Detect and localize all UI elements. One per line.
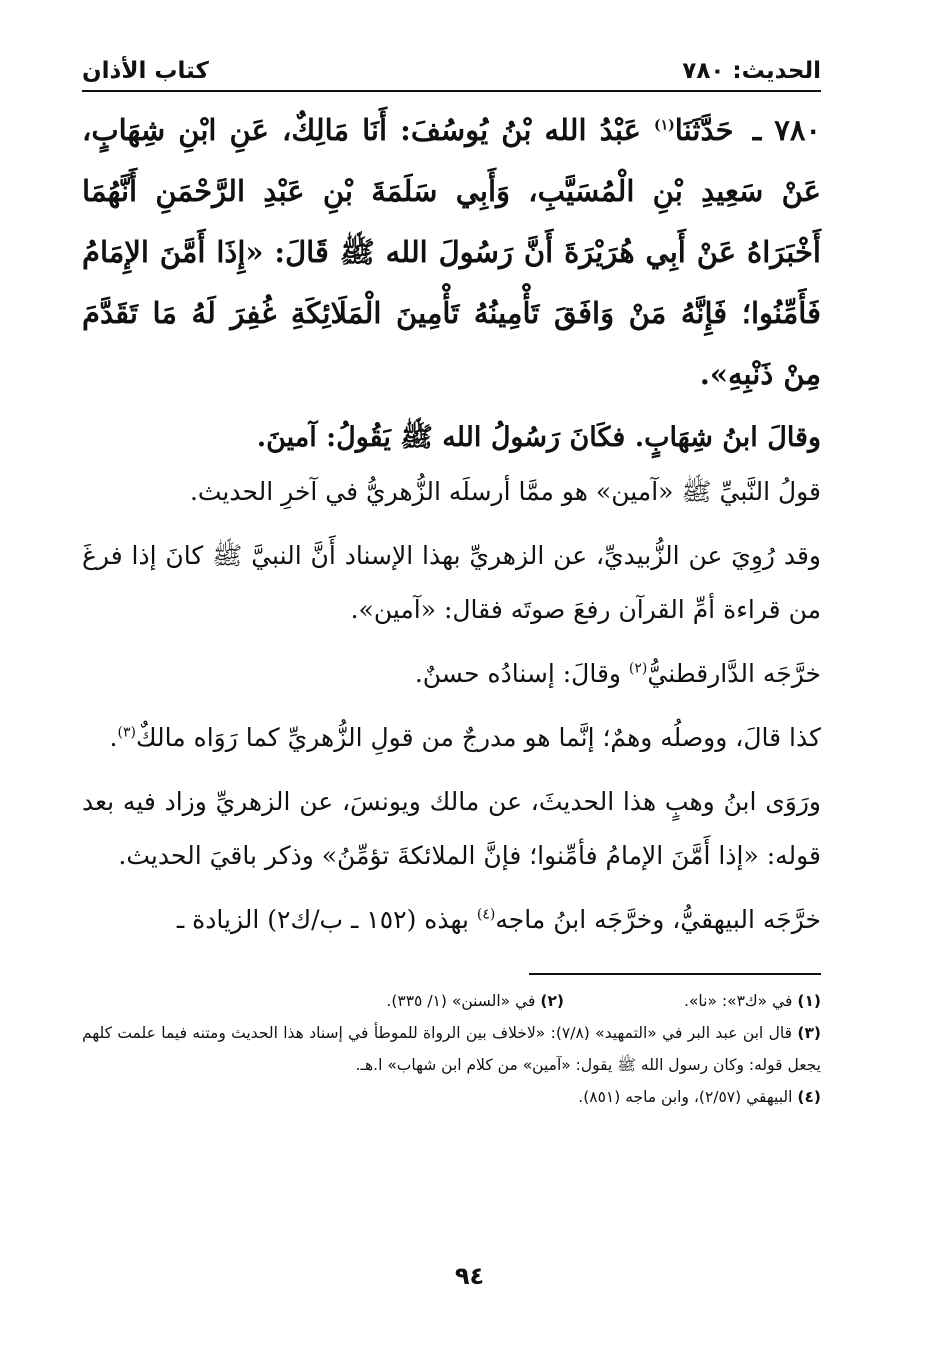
footnote-ref-3[interactable]: (٣) [117,724,136,741]
commentary-paragraph-5: ورَوَى ابنُ وهبٍ هذا الحديثَ، عن مالك ويونسَ، عن الزهريِّ وزاد فيه بعد قوله: «إذا أَمَّنَ الإمامُ فأمِّنوا؛ فإنَّ الملائكةَ تؤمِّنُ» وذكر باقيَ الحديث. [82,787,821,870]
commentary-paragraph-4 [82,711,821,765]
footnote-4-label: (٤) [797,1088,821,1106]
hadith-body: عَبْدُ الله بْنُ يُوسُفَ: أَنَا مَالِكٌ، عَنِ ابْنِ شِهَابٍ، عَنْ سَعِيدِ بْنِ الْمُسَيَّبِ، وَأَبِي سَلَمَةَ بْنِ عَبْدِ الرَّحْمَنِ أَنَّهُمَا أَخْبَرَاهُ عَنْ أَبِي هُرَيْرَةَ أَنَّ رَسُولَ الله ﷺ قَالَ: «إِذَا أَمَّنَ الإِمَامُ فَأَمِّنُوا؛ فَإِنَّهُ مَنْ وَافَقَ تَأْمِينُهُ تَأْمِينَ الْمَلَائِكَةِ غُفِرَ لَهُ مَا تَقَدَّمَ مِنْ ذَنْبِهِ». [82,113,821,391]
commentary-paragraph-6 [82,893,821,947]
footnote-3-text: قال ابن عبد البر في «التمهيد» (٧/٨): «لاخلاف بين الرواة للموطأ في إسناد هذا الحديث ومتنه فيما علمت كلهم يجعل قوله: وكان رسول الله ﷺ يقول: «آمين» من كلام ابن شهاب» ا.هـ. [82,1024,821,1074]
footnote-1-text: في «ك٣»: «نا». [684,992,798,1010]
page-number: ٩٤ [454,1262,485,1290]
footnote-3-label: (٣) [797,1024,821,1042]
footnote-divider [529,973,821,975]
hadith-number-header: الحديث: ٧٨٠ [682,58,821,84]
commentary-6-text: خرَّجَه البيهقيُّ، وخرَّجَه ابنُ ماجه [495,905,821,934]
footnote-3 [82,1017,821,1081]
commentary-4-tail: . [109,723,118,752]
ibn-shihab-statement: وقالَ ابنُ شِهَابٍ. فكَانَ رَسُولُ الله ﷺ يَقُولُ: آمينَ. [256,422,821,453]
footnote-2 [386,985,564,1017]
commentary-3-tail: وقالَ: إسنادُه حسنٌ. [414,659,629,688]
running-header [82,58,821,92]
hadith-text [82,100,821,405]
footnote-4-text: البيهقي (٢/٥٧)، وابن ماجه (٨٥١). [578,1088,798,1106]
commentary-6-tail: بهذه (١٥٢ ـ ب/ك٢) الزيادة ـ [176,905,477,934]
hadith-number: ٧٨٠ ـ [752,113,821,147]
footnote-ref-4[interactable]: (٤) [476,906,496,923]
commentary-4-text: كذا قالَ، ووصلُه وهمٌ؛ إنَّما هو مدرجٌ من قولِ الزُّهريِّ كما رَوَاه مالكٌ [135,723,821,752]
footnote-1-label: (١) [797,992,821,1010]
commentary-paragraph-1: قولُ النَّبيِّ ﷺ «آمين» هو ممَّا أرسلَه الزُّهريُّ في آخرِ الحديث. [189,477,821,506]
hadith-opening: حَدَّثَنَا [674,113,734,147]
footnote-row-1-2 [82,985,821,1017]
commentary-paragraph-2: وقد رُوِيَ عن الزُّبيديِّ، عن الزهريِّ بهذا الإسناد أَنَّ النبيَّ ﷺ كانَ إذا فرغَ من قراءة أمِّ القرآن رفعَ صوتَه فقال: «آمين». [82,541,821,624]
footnotes [82,985,821,1113]
book-title-header: كتاب الأذان [82,58,209,84]
commentary-3-text: خرَّجَه الدَّارقطنيُّ [647,659,821,688]
footnote-2-text: في «السنن» (١/ ٣٣٥). [386,992,541,1010]
footnote-2-label: (٢) [540,992,564,1010]
footnote-4 [82,1081,821,1113]
footnote-ref-1[interactable]: (١) [654,117,675,134]
commentary-paragraph-3 [82,647,821,701]
footnote-ref-2[interactable]: (٢) [628,660,648,677]
footnote-1 [684,985,821,1017]
